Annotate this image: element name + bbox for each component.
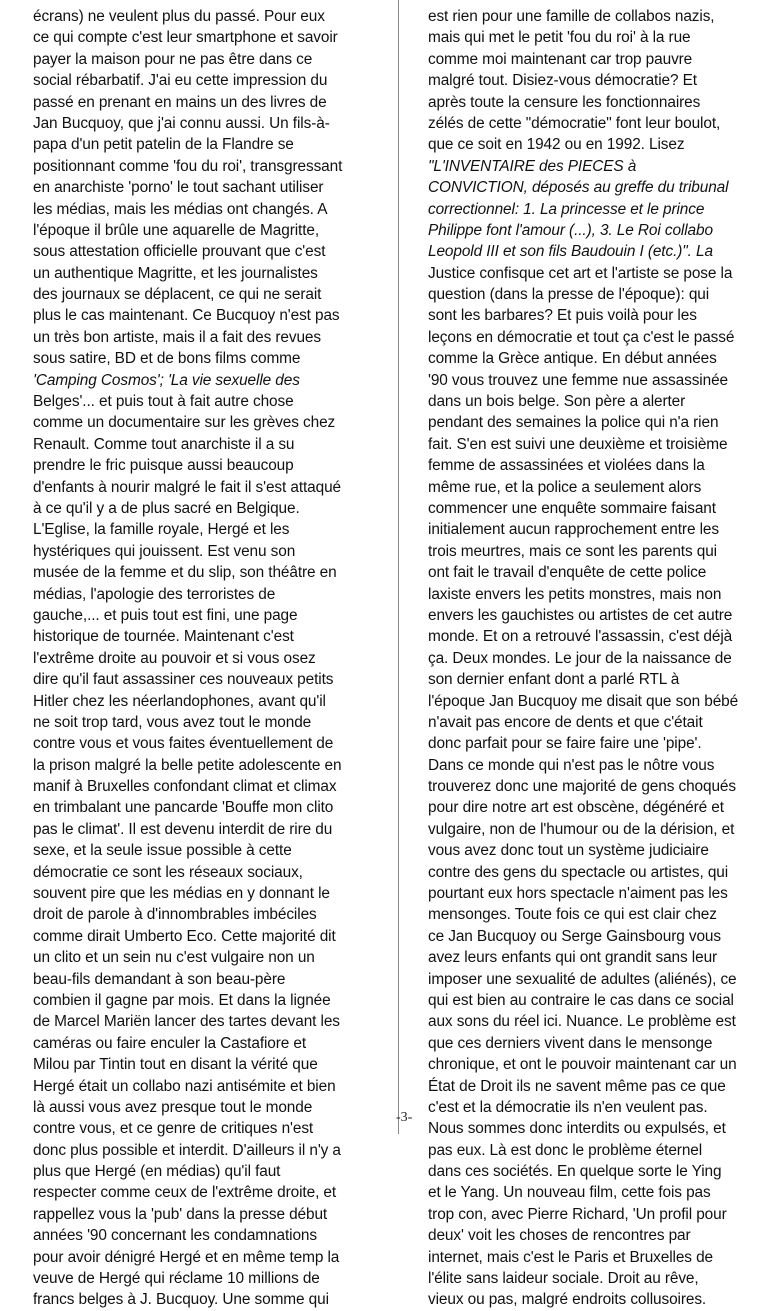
text-line: trop con, avec Pierre Richard, 'Un profil pour bbox=[428, 1205, 727, 1223]
text-line: chronique, et ont le pouvoir maintenant car un bbox=[428, 1056, 737, 1074]
text-line: les médias, mais les médias ont changés. A bbox=[33, 200, 328, 218]
text-line: son dernier enfant dont a parlé RTL à bbox=[428, 671, 680, 689]
text-line: d'enfants à nourir malgré le fait il s'est attaqué bbox=[33, 478, 342, 496]
text-line: est rien pour une famille de collabos nazis, bbox=[428, 8, 715, 25]
text-line: un très bon artiste, mais il a fait des revues bbox=[33, 328, 321, 346]
text-line: Milou par Tintin tout en disant la vérité que bbox=[33, 1056, 318, 1074]
page-number: -3- bbox=[396, 1110, 413, 1125]
text-line: souvent pire que les médias en y donnant le bbox=[33, 885, 330, 903]
text-line: dire qu'il faut assassiner ces nouveaux petits bbox=[33, 671, 334, 689]
text-line: plus que Hergé (en médias) qu'il faut bbox=[33, 1163, 281, 1181]
text-line: sous attestation officielle prouvant que c'est bbox=[33, 243, 326, 261]
text-line: Justice confisque cet art et l'artiste se pose la bbox=[428, 264, 733, 282]
text-line: internet, mais c'est le Paris et Bruxelles de bbox=[428, 1248, 713, 1266]
text-line: donc parfait pour se faire faire une 'pipe'. bbox=[428, 735, 702, 753]
text-line: pour avoir dénigré Hergé et en même temp la bbox=[33, 1248, 340, 1266]
text-line: correctionnel: 1. La princesse et le prince bbox=[428, 200, 705, 218]
text-line: veuve de Hergé qui réclame 10 millions de bbox=[33, 1270, 320, 1288]
text-line: social rébarbatif. J'ai eu cette impression du bbox=[33, 72, 328, 90]
text-line: l'élite sans laideur sociale. Droit au rêve, bbox=[428, 1270, 699, 1288]
text-line: deux' voit les choses de rencontres par bbox=[428, 1227, 691, 1245]
text-line: ce Jan Bucquoy ou Serge Gainsbourg vous bbox=[428, 927, 721, 945]
text-line: Nous sommes donc interdits ou expulsés, et bbox=[428, 1120, 726, 1138]
text-line: comme un documentaire sur les grèves chez bbox=[33, 414, 336, 432]
text-line: comme dirait Umberto Eco. Cette majorité dit bbox=[33, 927, 336, 945]
text-line: sexe, et la seule issue possible à cette bbox=[33, 842, 292, 860]
text-line: Dans ce monde qui n'est pas le nôtre vous bbox=[428, 756, 715, 774]
text-line: aux sons du réel ici. Nuance. Le problème est bbox=[428, 1013, 736, 1031]
text-line: État de Droit ils ne savent même pas ce que bbox=[428, 1077, 726, 1095]
text-line: pour dire notre art est obscène, dégénéré et bbox=[428, 799, 724, 817]
text-line: hystériques qui jouissent. Est venu son bbox=[33, 542, 296, 560]
text-line: que ces derniers vivent dans le mensonge bbox=[428, 1034, 713, 1052]
text-line: en trimbalant une pancarde 'Bouffe mon clito bbox=[33, 799, 334, 817]
text-line: pas le climat'. Il est devenu interdit de rire du bbox=[33, 820, 333, 838]
text-line: Renault. Comme tout anarchiste il a su bbox=[33, 435, 295, 453]
text-line: CONVICTION, déposés au greffe du tribunal bbox=[428, 179, 729, 197]
text-line: même rue, et la police a seulement alors bbox=[428, 478, 702, 496]
text-line: plus le cas maintenant. Ce Bucquoy n'est pas bbox=[33, 307, 340, 325]
text-line: comme moi maintenant car trop pauvre bbox=[428, 50, 693, 68]
text-line: payer la maison pour ne pas être dans ce bbox=[33, 50, 313, 68]
text-line: démocratie ce sont les réseaux sociaux, bbox=[33, 863, 303, 881]
text-line: initialement aucun rapprochement entre les bbox=[428, 521, 719, 539]
text-line: contre des gens du spectacle ou artistes, qui bbox=[428, 863, 729, 881]
text-line: L'Eglise, la famille royale, Hergé et les bbox=[33, 521, 290, 539]
text-line: commencer une enquête sommaire faisant bbox=[428, 499, 716, 517]
text-line: sous satire, BD et de bons films comme bbox=[33, 350, 301, 368]
text-line: donc plus possible et interdit. D'ailleurs il n'y a bbox=[33, 1141, 341, 1159]
text-line: et le Yang. Un nouveau film, cette fois pas bbox=[428, 1184, 711, 1202]
text-line: Leopold III et son fils Baudouin I (etc.)". La bbox=[428, 243, 713, 261]
text-line: trois meurtres, mais ce sont les parents qui bbox=[428, 542, 717, 560]
text-line: années '90 concernant les condamnations bbox=[33, 1227, 317, 1245]
text-line: "L'INVENTAIRE des PIECES à bbox=[428, 157, 637, 175]
text-line: femme de assassinées et violées dans la bbox=[428, 457, 705, 475]
text-line: gauche,... et puis tout est fini, une page bbox=[33, 606, 298, 624]
text-line: imposer une sexualité de adultes (aliénés), ce bbox=[428, 970, 737, 988]
right-column bbox=[428, 6, 763, 1311]
text-line: mensonges. Toute fois ce qui est clair chez bbox=[428, 906, 717, 924]
text-line: ne soit trop tard, vous avez tout le monde bbox=[33, 713, 312, 731]
text-line: sont les barbares? Et puis voilà pour les bbox=[428, 307, 697, 325]
text-line: positionnant comme 'fou du roi', transgressant bbox=[33, 157, 343, 175]
text-line: trouverez donc une majorité de gens choqués bbox=[428, 778, 736, 796]
text-line: envers les gauchistes ou artistes de cet autre bbox=[428, 606, 733, 624]
text-line: médias, l'apologie des terroristes de bbox=[33, 585, 276, 603]
text-line: monde. Et on a retrouvé l'assassin, c'est déjà bbox=[428, 628, 733, 646]
text-line: vous avez donc tout un système judiciaire bbox=[428, 842, 709, 860]
text-line: manif à Bruxelles confondant climat et climax bbox=[33, 778, 337, 796]
text-line: que ce soit en 1942 ou en 1992. Lisez bbox=[428, 136, 685, 154]
text-line: Hergé était un collabo nazi antisémite et bien bbox=[33, 1077, 336, 1095]
text-line: laxiste envers les petits monstres, mais non bbox=[428, 585, 722, 603]
column-divider bbox=[398, 0, 399, 1134]
text-line: contre vous, et ce genre de critiques n'est bbox=[33, 1120, 314, 1138]
text-line: pourtant eux hors spectacle n'aiment pas les bbox=[428, 885, 728, 903]
text-line: papa d'un petit patelin de la Flandre se bbox=[33, 136, 294, 154]
text-line: après toute la censure les fonctionnaires bbox=[428, 93, 701, 111]
text-line: de Marcel Mariën lancer des tartes devant les bbox=[33, 1013, 340, 1031]
text-line: caméras ou faire enculer la Castafiore et bbox=[33, 1034, 307, 1052]
text-line: des journaux se déplacent, ce qui ne serait bbox=[33, 286, 322, 304]
text-line: francs belges à J. Bucquoy. Une somme qui bbox=[33, 1291, 329, 1309]
text-line: ont fait le travail d'enquête de cette police bbox=[428, 564, 707, 582]
text-line: Philippe font l'amour (...), 3. Le Roi collabo bbox=[428, 221, 713, 239]
text-line: dans un bois belge. Son père a alerter bbox=[428, 393, 686, 411]
text-line: à ce qu'il y a de plus sacré en Belgique. bbox=[33, 499, 300, 517]
text-line: qui est bien au contraire le cas dans ce social bbox=[428, 991, 734, 1009]
text-line: '90 vous trouvez une femme nue assassinée bbox=[428, 371, 728, 389]
text-line: ce qui compte c'est leur smartphone et savoir bbox=[33, 29, 338, 47]
text-line: Belges'... et puis tout à fait autre chose bbox=[33, 393, 294, 411]
text-line: en anarchiste 'porno' le tout sachant utiliser bbox=[33, 179, 324, 197]
text-line: rappellez vous la 'pub' dans la presse début bbox=[33, 1205, 328, 1223]
text-line: Hitler chez les néerlandophones, avant qu'il bbox=[33, 692, 326, 710]
text-line: la prison malgré la belle petite adolescente en bbox=[33, 756, 342, 774]
text-line: dans ces sociétés. En quelque sorte le Ying bbox=[428, 1163, 722, 1181]
text-line: c'est et la démocratie ils n'en veulent pas. bbox=[428, 1098, 708, 1116]
text-line: leçons en démocratie et tout ça c'est le passé bbox=[428, 328, 735, 346]
text-line: ça. Deux mondes. Le jour de la naissance de bbox=[428, 649, 732, 667]
text-line: mais qui met le petit 'fou du roi' à la rue bbox=[428, 29, 691, 47]
text-line: vulgaire, non de l'humour ou de la dérision, et bbox=[428, 820, 735, 838]
text-line: 'Camping Cosmos'; 'La vie sexuelle des bbox=[33, 371, 300, 389]
text-line: Jan Bucquoy, que j'ai connu aussi. Un fils-à- bbox=[33, 114, 330, 132]
text-line: prendre le fric puisque aussi beaucoup bbox=[33, 457, 294, 475]
text-line: fait. S'en est suivi une deuxième et troisième bbox=[428, 435, 728, 453]
text-line: vieux ou pas, malgré endroits collusoires. bbox=[428, 1291, 707, 1309]
text-line: droit de parole à d'innombrables imbéciles bbox=[33, 906, 317, 924]
left-column bbox=[33, 6, 367, 1311]
text-line: contre vous et vous faites éventuellement de bbox=[33, 735, 334, 753]
text-line: un authentique Magritte, et les journalistes bbox=[33, 264, 318, 282]
text-line: combien il gagne par mois. Et dans la lignée bbox=[33, 991, 331, 1009]
text-line: un clito et un sein nu c'est vulgaire non un bbox=[33, 949, 315, 967]
text-line: écrans) ne veulent plus du passé. Pour eux bbox=[33, 8, 325, 25]
text-line: là aussi vous avez presque tout le monde bbox=[33, 1098, 313, 1116]
text-line: pas eux. Là est donc le problème éternel bbox=[428, 1141, 703, 1159]
text-line: malgré tout. Disiez-vous démocratie? Et bbox=[428, 72, 697, 90]
text-line: l'extrême droite au pouvoir et si vous osez bbox=[33, 649, 316, 667]
text-line: question (dans la presse de l'époque): qui bbox=[428, 286, 710, 304]
text-line: l'époque il brûle une aquarelle de Magritte, bbox=[33, 221, 320, 239]
text-line: avez leurs enfants qui ont grandit sans leur bbox=[428, 949, 718, 967]
text-line: historique de tournée. Maintenant c'est bbox=[33, 628, 294, 646]
text-line: l'époque Jan Bucquoy me disait que son bébé bbox=[428, 692, 739, 710]
text-line: pendant des semaines la police qui n'a rien bbox=[428, 414, 719, 432]
text-line: zélés de cette "démocratie" font leur boulot, bbox=[428, 114, 721, 132]
text-line: n'avait pas encore de dents et que c'était bbox=[428, 713, 703, 731]
text-line: comme la Grèce antique. En début années bbox=[428, 350, 717, 368]
text-line: musée de la femme et du slip, son théâtre en bbox=[33, 564, 337, 582]
text-line: respecter comme ceux de l'extrême droite, et bbox=[33, 1184, 337, 1202]
text-line: beau-fils demandant à son beau-père bbox=[33, 970, 286, 988]
text-line: passé en prenant en mains un des livres de bbox=[33, 93, 327, 111]
